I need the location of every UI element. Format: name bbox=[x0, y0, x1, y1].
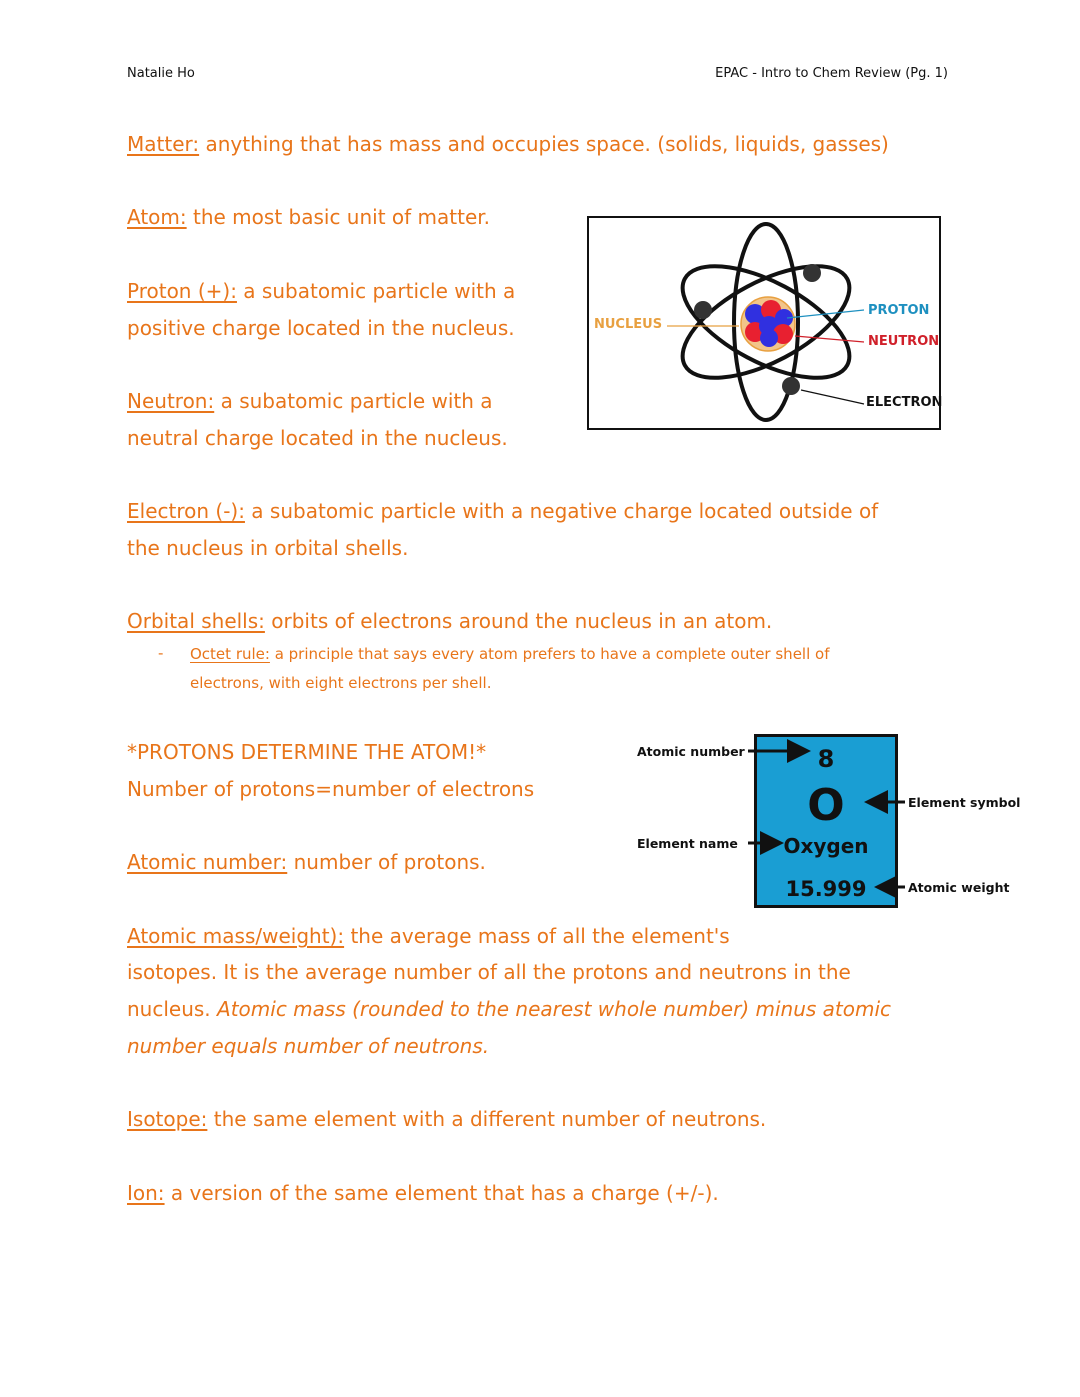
entry-isotope bbox=[127, 1107, 766, 1131]
definition-neutron-line2: neutral charge located in the nucleus. bbox=[127, 426, 508, 450]
protons-note-line1: *PROTONS DETERMINE THE ATOM!* bbox=[127, 740, 487, 764]
tile-name: Oxygen bbox=[783, 834, 869, 858]
term-proton: Proton (+): bbox=[127, 279, 237, 303]
term-electron: Electron (-): bbox=[127, 499, 245, 523]
definition-atomic-number: number of protons. bbox=[287, 850, 486, 874]
element-tile-diagram bbox=[630, 733, 1030, 913]
protons-note-line2: Number of protons=number of electrons bbox=[127, 777, 535, 801]
term-neutron: Neutron: bbox=[127, 389, 215, 413]
arrow-icon bbox=[748, 751, 905, 887]
label-neutron: NEUTRON bbox=[868, 334, 940, 349]
definition-isotope: the same element with a different number of neutrons. bbox=[207, 1107, 767, 1131]
term-atomic-mass: Atomic mass/weight): bbox=[127, 924, 345, 948]
definition-atomic-mass-line3 bbox=[127, 997, 891, 1021]
term-ion: Ion: bbox=[127, 1181, 165, 1205]
definition-proton-line1: a subatomic particle with a bbox=[236, 279, 516, 303]
label-electron: ELECTRON bbox=[866, 395, 943, 410]
tile-atomic-number: 8 bbox=[817, 745, 835, 773]
label-element-name: Element name bbox=[637, 836, 738, 851]
definition-atom: the most basic unit of matter. bbox=[186, 205, 491, 229]
entry-ion bbox=[127, 1181, 719, 1205]
entry-proton bbox=[127, 279, 515, 303]
header-title: EPAC - Intro to Chem Review (Pg. 1) bbox=[715, 66, 948, 81]
definition-octet-rule-line1: a principle that says every atom prefers to have a complete outer shell of bbox=[269, 645, 830, 663]
arrows bbox=[630, 733, 1030, 913]
label-atomic-weight: Atomic weight bbox=[908, 880, 1010, 895]
term-octet-rule: Octet rule: bbox=[190, 645, 270, 663]
entry-orbital-shells bbox=[127, 609, 772, 633]
definition-atomic-mass-line3-plain: nucleus. bbox=[127, 997, 218, 1021]
entry-atom bbox=[127, 205, 490, 229]
definition-electron-line1: a subatomic particle with a negative charge located outside of bbox=[244, 499, 879, 523]
definition-neutron-line1: a subatomic particle with a bbox=[214, 389, 493, 413]
entry-electron bbox=[127, 499, 878, 523]
term-atom: Atom: bbox=[127, 205, 187, 229]
definition-atomic-mass-line3-italic: Atomic mass (rounded to the nearest whole number) minus atomic bbox=[217, 997, 892, 1021]
term-orbital-shells: Orbital shells: bbox=[127, 609, 265, 633]
entry-atomic-number bbox=[127, 850, 486, 874]
label-atomic-number: Atomic number bbox=[637, 744, 745, 759]
bullet-dash: - bbox=[158, 644, 164, 662]
term-matter: Matter: bbox=[127, 132, 200, 156]
label-nucleus: NUCLEUS bbox=[594, 317, 663, 332]
definition-atomic-mass-line1: the average mass of all the element's bbox=[344, 924, 730, 948]
tile-weight: 15.999 bbox=[785, 877, 867, 901]
definition-orbital-shells: orbits of electrons around the nucleus in an atom. bbox=[264, 609, 773, 633]
header-author: Natalie Ho bbox=[127, 66, 195, 81]
definition-octet-rule-line2: electrons, with eight electrons per shell. bbox=[190, 674, 492, 692]
entry-octet-rule bbox=[190, 644, 829, 664]
definition-atomic-mass-line4: number equals number of neutrons. bbox=[127, 1034, 490, 1058]
term-atomic-number: Atomic number: bbox=[127, 850, 288, 874]
entry-atomic-mass bbox=[127, 924, 730, 948]
definition-matter: anything that has mass and occupies space. (solids, liquids, gasses) bbox=[199, 132, 889, 156]
label-element-symbol: Element symbol bbox=[908, 795, 1021, 810]
term-isotope: Isotope: bbox=[127, 1107, 208, 1131]
definition-ion: a version of the same element that has a charge (+/-). bbox=[164, 1181, 719, 1205]
definition-atomic-mass-line2: isotopes. It is the average number of all the protons and neutrons in the bbox=[127, 960, 851, 984]
atom-diagram bbox=[587, 216, 941, 430]
entry-neutron bbox=[127, 389, 493, 413]
label-proton: PROTON bbox=[868, 303, 930, 318]
entry-matter bbox=[127, 132, 889, 156]
tile-symbol: O bbox=[807, 780, 845, 831]
definition-proton-line2: positive charge located in the nucleus. bbox=[127, 316, 515, 340]
definition-electron-line2: the nucleus in orbital shells. bbox=[127, 536, 409, 560]
